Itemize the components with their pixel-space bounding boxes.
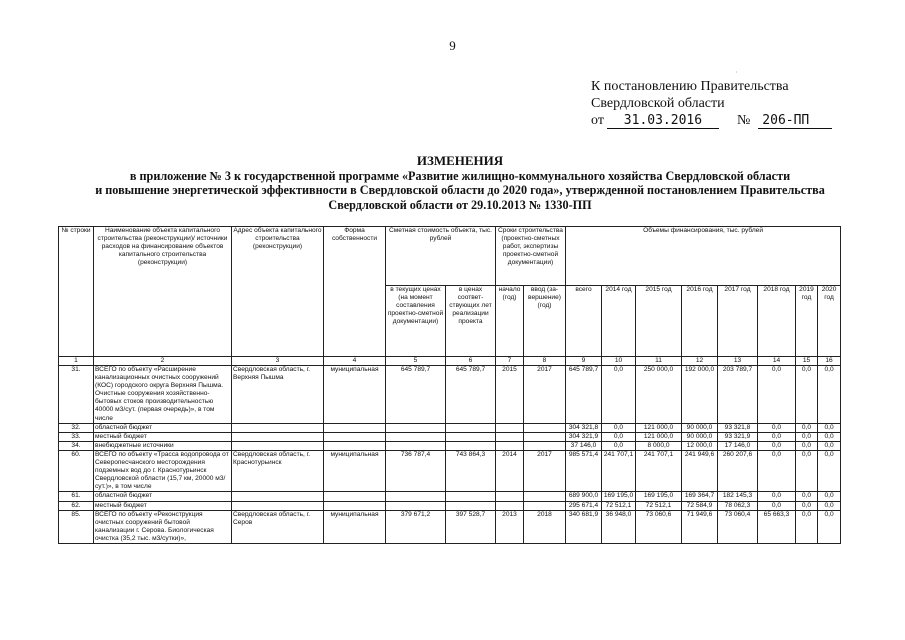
resolution-line-2: Свердловской области [591,96,725,111]
amount-2019: 0,0 [796,510,818,543]
object-name: ВСЕГО по объекту «Реконструкция очистных сооружений бытовой канализации г. Серова. Биологическая очистка (35,2 тыс. м3/сутки)», [94,510,232,543]
cost-current: 379 671,2 [386,510,446,543]
amount-2015: 250 000,0 [636,366,682,424]
cost-forecast: 743 864,3 [446,450,496,491]
row-number: 32. [59,423,94,432]
column-number-row [59,357,841,366]
header-start: начало (год) [496,286,524,357]
table-row [59,441,841,450]
total-amount: 645 789,7 [566,366,602,424]
amount-2016: 12 000,0 [682,441,718,450]
amount-2020: 0,0 [818,432,841,441]
column-number: 10 [602,357,636,366]
header-year: 2017 год [718,286,758,357]
end-year: 2017 [524,366,566,424]
total-amount: 689 900,0 [566,492,602,501]
title-line-1: в приложение № 3 к государственной программе «Развитие жилищно-коммунального хозяйства Свердловской области [129,168,791,183]
header-cost-forecast: в ценах соответ-ствующих лет реализации проекта [446,286,496,357]
end-year: 2018 [524,510,566,543]
object-name: областной бюджет [94,423,232,432]
amount-2014: 0,0 [602,441,636,450]
table-row [59,510,841,543]
column-number: 7 [496,357,524,366]
object-name: ВСЕГО по объекту «Расширение канализационных очистных сооружений (КОС) городского округа Верхняя Пышма. Очистные сооружения хозяйственно-бытовых стоков производительностью 40000 м3/сут. (первая очередь)», в том числе [94,366,232,424]
object-address: Свердловская область, г. Верхняя Пышма [232,366,324,424]
row-number: 33. [59,432,94,441]
object-address [232,441,324,450]
end-year [524,432,566,441]
object-name: ВСЕГО по объекту «Трасса водопровода от Северопесчанского месторождения подземных вод до г. Краснотурьинск Свердловской области (15,7 км, 20000 м3/сут.)», в том числе [94,450,232,491]
row-number: 85. [59,510,94,543]
title-line-3: Свердловской области от 29.10.2013 № 1330-ПП [328,197,592,212]
cost-current [386,432,446,441]
header-year: 2020 год [818,286,841,357]
start-year [496,432,524,441]
amount-2015: 121 000,0 [636,432,682,441]
resolution-date: 31.03.2016 [607,114,719,129]
object-address [232,423,324,432]
header-total: всего [566,286,602,357]
amount-2020: 0,0 [818,501,841,510]
amount-2018: 0,0 [758,441,796,450]
amount-2016: 90 000,0 [682,432,718,441]
amount-2019: 0,0 [796,441,818,450]
title-heading: ИЗМЕНЕНИЯ [416,153,504,168]
object-name: внебюджетные источники [94,441,232,450]
total-amount: 340 681,9 [566,510,602,543]
object-name: местный бюджет [94,432,232,441]
row-number: 62. [59,501,94,510]
page-number: 9 [449,38,456,53]
total-amount: 304 321,9 [566,432,602,441]
amount-2016: 192 000,0 [682,366,718,424]
total-amount: 985 571,4 [566,450,602,491]
amount-2014: 72 512,1 [602,501,636,510]
column-number: 13 [718,357,758,366]
ownership-form [324,432,386,441]
resolution-block [591,78,832,129]
column-number: 2 [94,357,232,366]
amount-2015: 169 195,0 [636,492,682,501]
resolution-number: 206-ПП [758,114,832,129]
cost-forecast [446,492,496,501]
header-year: 2014 год [602,286,636,357]
column-number: 4 [324,357,386,366]
amount-2015: 73 060,6 [636,510,682,543]
header-cost-current: в текущих ценах (на момент составления проектно-сметной документации) [386,286,446,357]
amount-2014: 0,0 [602,432,636,441]
end-year: 2017 [524,450,566,491]
header-year: 2018 год [758,286,796,357]
amount-2018: 0,0 [758,423,796,432]
start-year [496,501,524,510]
amount-2020: 0,0 [818,492,841,501]
table-row [59,423,841,432]
cost-forecast [446,441,496,450]
amount-2018: 0,0 [758,366,796,424]
financing-table [58,226,841,544]
amount-2019: 0,0 [796,492,818,501]
column-number: 15 [796,357,818,366]
start-year [496,492,524,501]
amount-2017: 182 145,3 [718,492,758,501]
amount-2019: 0,0 [796,501,818,510]
header-end: ввод (за-вершение) (год) [524,286,566,357]
object-address [232,501,324,510]
end-year [524,441,566,450]
object-name: местный бюджет [94,501,232,510]
amount-2018: 0,0 [758,492,796,501]
ownership-form [324,492,386,501]
table-row [59,492,841,501]
header-year: 2019 год [796,286,818,357]
cost-current: 645 789,7 [386,366,446,424]
cost-current [386,441,446,450]
table-row [59,501,841,510]
amount-2017: 203 789,7 [718,366,758,424]
column-number: 9 [566,357,602,366]
start-year: 2013 [496,510,524,543]
object-address: Свердловская область, г. Серов [232,510,324,543]
amount-2014: 169 195,0 [602,492,636,501]
header-year: 2015 год [636,286,682,357]
cost-forecast [446,432,496,441]
amount-2015: 8 000,0 [636,441,682,450]
resolution-line-3 [591,112,832,129]
column-number: 5 [386,357,446,366]
row-number: 60. [59,450,94,491]
object-address [232,492,324,501]
title-line-2: и повышение энергетической эффективности в Свердловской области до 2020 года», утвержденной постановлением Правительства [95,183,825,197]
ownership-form: муниципальная [324,510,386,543]
amount-2015: 72 512,1 [636,501,682,510]
column-number: 12 [682,357,718,366]
document-title [20,154,900,212]
amount-2015: 121 000,0 [636,423,682,432]
speck: · [735,68,738,77]
amount-2019: 0,0 [796,450,818,491]
amount-2017: 78 062,3 [718,501,758,510]
column-number: 6 [446,357,496,366]
object-address: Свердловская область, г. Краснотурьинск [232,450,324,491]
header-financing: Объемы финансирования, тыс. рублей [566,227,841,286]
row-number: 61. [59,492,94,501]
amount-2020: 0,0 [818,366,841,424]
table-row [59,450,841,491]
start-year: 2015 [496,366,524,424]
object-name: областной бюджет [94,492,232,501]
amount-2020: 0,0 [818,441,841,450]
cost-current: 736 787,4 [386,450,446,491]
total-amount: 295 671,4 [566,501,602,510]
cost-forecast: 397 528,7 [446,510,496,543]
number-label: № [736,113,751,128]
amount-2019: 0,0 [796,423,818,432]
end-year [524,423,566,432]
cost-current [386,492,446,501]
amount-2016: 90 000,0 [682,423,718,432]
start-year [496,423,524,432]
amount-2018: 0,0 [758,432,796,441]
amount-2015: 241 707,1 [636,450,682,491]
amount-2020: 0,0 [818,510,841,543]
ownership-form [324,441,386,450]
amount-2014: 0,0 [602,366,636,424]
amount-2018: 65 663,3 [758,510,796,543]
amount-2020: 0,0 [818,450,841,491]
row-number: 34. [59,441,94,450]
end-year [524,492,566,501]
column-number: 16 [818,357,841,366]
header-terms: Сроки строительства (проектно-сметных работ, экспертизы проектно-сметной документации) [496,227,566,286]
column-number: 14 [758,357,796,366]
ownership-form: муниципальная [324,366,386,424]
cost-forecast [446,423,496,432]
ownership-form [324,501,386,510]
amount-2017: 73 060,4 [718,510,758,543]
header-row-num: № строки [59,227,94,357]
amount-2016: 169 364,7 [682,492,718,501]
start-year [496,441,524,450]
table-row [59,366,841,424]
column-number: 3 [232,357,324,366]
ownership-form [324,423,386,432]
from-label: от [591,113,604,128]
amount-2017: 17 146,0 [718,441,758,450]
total-amount: 304 321,8 [566,423,602,432]
amount-2016: 71 949,6 [682,510,718,543]
column-number: 8 [524,357,566,366]
amount-2018: 0,0 [758,501,796,510]
amount-2014: 36 948,0 [602,510,636,543]
object-address [232,432,324,441]
start-year: 2014 [496,450,524,491]
amount-2017: 260 207,6 [718,450,758,491]
amount-2014: 241 707,1 [602,450,636,491]
ownership-form: муниципальная [324,450,386,491]
column-number: 11 [636,357,682,366]
amount-2017: 93 321,9 [718,432,758,441]
column-number: 1 [59,357,94,366]
total-amount: 37 146,0 [566,441,602,450]
header-row-1 [59,227,841,286]
resolution-line-1: К постановлению Правительства [591,79,789,94]
cost-forecast: 645 789,7 [446,366,496,424]
header-year: 2016 год [682,286,718,357]
amount-2019: 0,0 [796,366,818,424]
header-cost: Сметная стоимость объекта, тыс. рублей [386,227,496,286]
amount-2018: 0,0 [758,450,796,491]
end-year [524,501,566,510]
row-number: 31. [59,366,94,424]
cost-current [386,423,446,432]
amount-2016: 72 584,9 [682,501,718,510]
cost-current [386,501,446,510]
cost-forecast [446,501,496,510]
amount-2014: 0,0 [602,423,636,432]
amount-2020: 0,0 [818,423,841,432]
amount-2019: 0,0 [796,432,818,441]
header-address: Адрес объекта капитального строительства (реконструкции) [232,227,324,357]
header-name: Наименование объекта капитального строительства (реконструкции)/ источники расходов на финансирование объектов капитального строительства (реконструкции) [94,227,232,357]
amount-2016: 241 949,6 [682,450,718,491]
amount-2017: 93 321,8 [718,423,758,432]
table-row [59,432,841,441]
header-ownership: Форма собственности [324,227,386,357]
